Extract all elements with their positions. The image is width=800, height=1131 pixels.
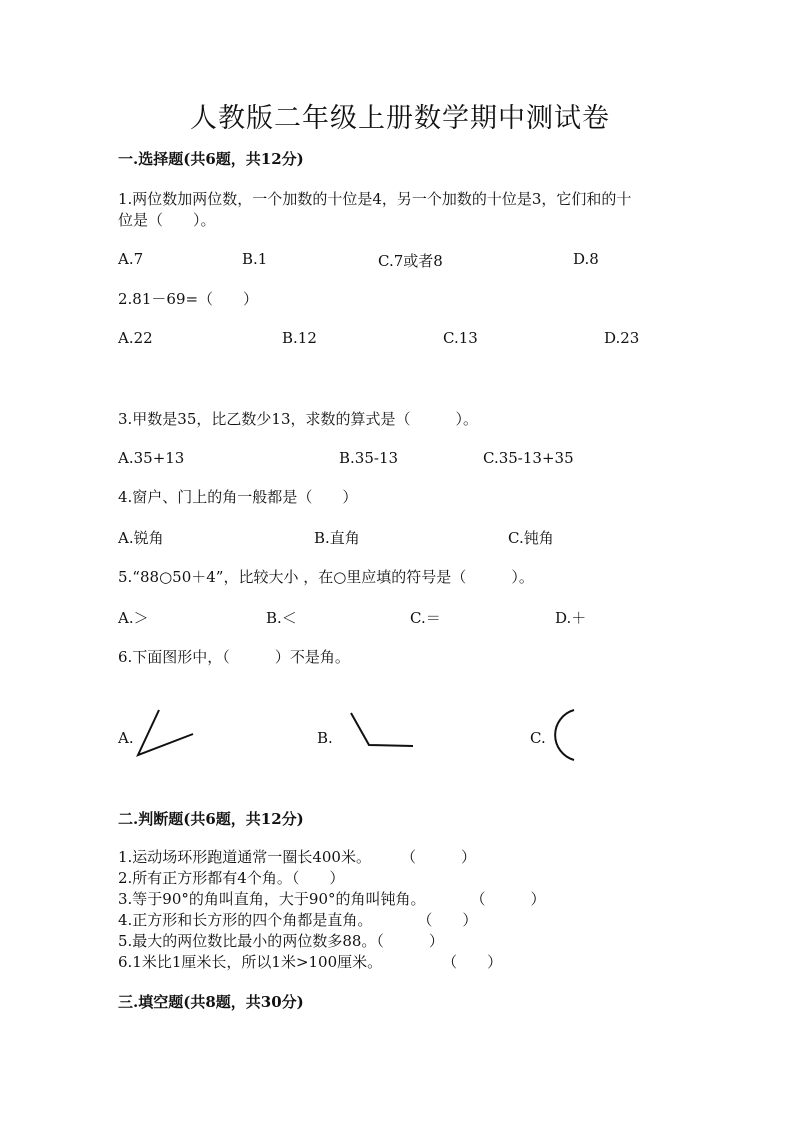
question-2-text: 2.81－69=（ ）: [118, 290, 259, 308]
page-title: 人教版二年级上册数学期中测试卷: [190, 103, 610, 134]
question-1-text: 1.两位数加两位数，一个加数的十位是4，另一个加数的十位是3，它们和的十: [118, 190, 632, 208]
question-3-option-b: B.35-13: [339, 449, 399, 467]
section-heading-judgement: 二.判断题(共6题，共12分): [118, 810, 304, 828]
angle-figure: [135, 708, 195, 758]
section-heading-fill-in: 三.填空题(共8题，共30分): [118, 993, 304, 1011]
judgement-item-1: 1.运动场环形跑道通常一圈长400米。 （ ）: [118, 848, 476, 866]
bent-line-figure: [349, 711, 415, 751]
question-6-text: 6.下面图形中，（ ）不是角。: [118, 648, 350, 666]
question-5-option-b: B.＜: [266, 609, 297, 627]
question-5-option-d: D.＋: [555, 609, 587, 627]
question-3-option-c: C.35-13+35: [483, 449, 574, 467]
question-4-text: 4.窗户、门上的角一般都是（ ）: [118, 488, 358, 506]
question-4-option-c: C.钝角: [508, 529, 554, 547]
question-6-option-a: A.: [118, 729, 134, 747]
judgement-item-4: 4.正方形和长方形的四个角都是直角。 （ ）: [118, 911, 478, 929]
question-3-text: 3.甲数是35，比乙数少13，求数的算式是（ ）。: [118, 410, 478, 428]
question-1-option-a: A.7: [118, 250, 144, 268]
question-2-option-b: B.12: [282, 329, 317, 347]
question-4-option-a: A.锐角: [118, 529, 164, 547]
question-5-text: 5.“88○50＋4”，比较大小 ，在○里应填的符号是（ ）。: [118, 568, 534, 586]
question-3-option-a: A.35+13: [118, 449, 185, 467]
question-5-option-c: C.＝: [410, 609, 441, 627]
judgement-item-2: 2.所有正方形都有4个角。（ ）: [118, 869, 345, 887]
question-1-option-b: B.1: [242, 250, 268, 268]
question-1-option-d: D.8: [573, 250, 599, 268]
section-heading-choice: 一.选择题(共6题，共12分): [118, 150, 304, 168]
question-1-text-cont: 位是（ ）。: [118, 211, 216, 229]
question-1-option-c: C.7或者8: [378, 252, 443, 270]
question-4-option-b: B.直角: [314, 529, 360, 547]
question-2-option-c: C.13: [443, 329, 478, 347]
question-6-option-b: B.: [317, 729, 333, 747]
question-2-option-d: D.23: [604, 329, 640, 347]
judgement-item-5: 5.最大的两位数比最小的两位数多88。（ ）: [118, 932, 444, 950]
judgement-item-6: 6.1米比1厘米长，所以1米>100厘米。 （ ）: [118, 953, 503, 971]
question-2-option-a: A.22: [118, 329, 153, 347]
question-6-option-c: C.: [530, 729, 546, 747]
question-5-option-a: A.＞: [118, 609, 149, 627]
judgement-item-3: 3.等于90°的角叫直角，大于90°的角叫钝角。 （ ）: [118, 890, 546, 908]
arc-figure: [544, 707, 580, 765]
